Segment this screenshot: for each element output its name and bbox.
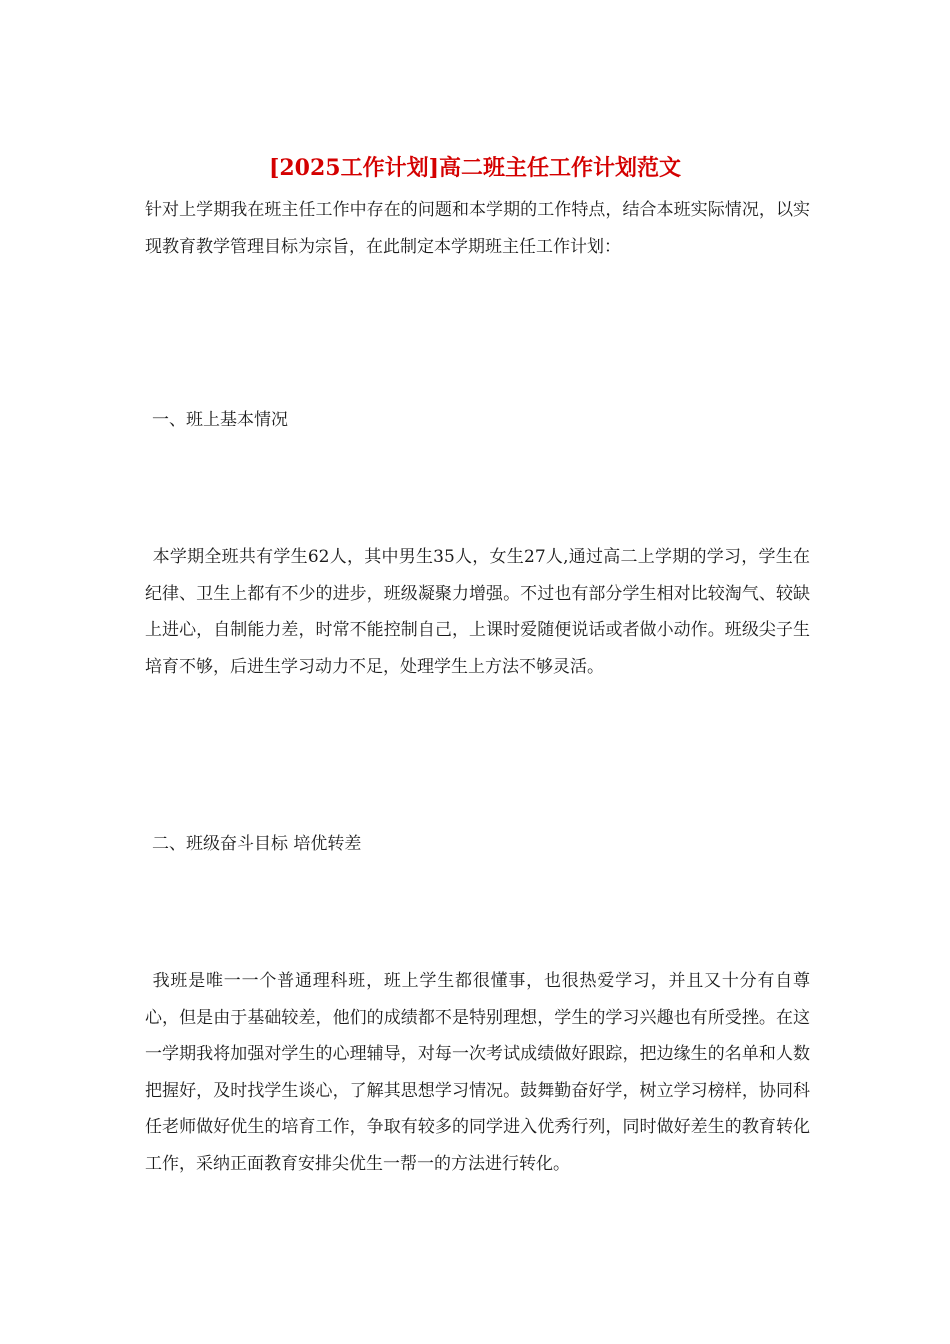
section-heading-class-goals: 二、班级奋斗目标 培优转差 [152,834,362,854]
section-heading-basic-situation: 一、班上基本情况 [152,410,288,430]
section-body-basic-situation: 本学期全班共有学生62人，其中男生35人，女生27人,通过高二上学期的学习，学生在纪律、卫生上都有不少的进步，班级凝聚力增强。不过也有部分学生相对比较淘气、较缺上进心，自制能力差，时常不能控制自己，上课时爱随便说话或者做小动作。班级尖子生培育不够，后进生学习动力不足，处理学生上方法不够灵活。 [145,547,810,677]
section-body-class-goals: 我班是唯一一个普通理科班，班上学生都很懂事，也很热爱学习，并且又十分有自尊心，但是由于基础较差，他们的成绩都不是特别理想，学生的学习兴趣也有所受挫。在这一学期我将加强对学生的心理辅导，对每一次考试成绩做好跟踪，把边缘生的名单和人数把握好，及时找学生谈心，了解其思想学习情况。鼓舞勤奋好学，树立学习榜样，协同科任老师做好优生的培育工作，争取有较多的同学进入优秀行列，同时做好差生的教育转化工作，采纳正面教育安排尖优生一帮一的方法进行转化。 [145,971,810,1174]
intro-paragraph: 针对上学期我在班主任工作中存在的问题和本学期的工作特点，结合本班实际情况，以实现教育教学管理目标为宗旨，在此制定本学期班主任工作计划： [145,200,810,257]
document-title: [2025工作计划]高二班主任工作计划范文 [268,155,682,181]
